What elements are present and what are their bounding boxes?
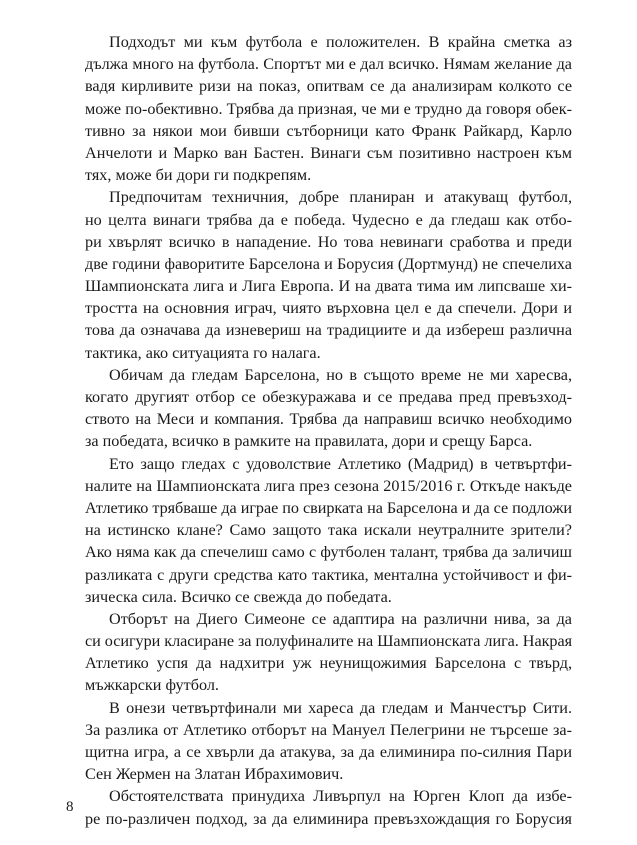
- text-line: на истинско клане? Само защото така искали неутралните зрители?: [85, 521, 572, 540]
- text-line: дължа много на футбола. Спортът ми е дал всичко. Нямам желание да: [85, 55, 572, 74]
- text-line: Подходът ми към футбола е положителен. В крайна сметка аз: [109, 33, 572, 51]
- page-number: 8: [66, 799, 74, 815]
- text-line: Атлетико трябваше да играе по свирката на Барселона и да се подложи: [85, 498, 572, 517]
- text-line: Атлетико успя да надхитри уж неунищожимия Барселона с твърд,: [85, 654, 572, 673]
- text-line: тях, може би дори ги подкрепям.: [85, 166, 312, 185]
- paragraph-1: [85, 31, 572, 186]
- text-line: за победата, всичко в рамките на правилата, дори и срещу Барса.: [85, 432, 533, 451]
- text-line: може по-обективно. Трябва да призная, че ми е трудно да говоря обек-: [85, 99, 572, 118]
- paragraph-5: [85, 608, 572, 697]
- text-line: две години фаворитите Барселона и Борусия (Дортмунд) не спечелиха: [85, 254, 572, 273]
- body-text: [85, 31, 572, 830]
- text-line: но целта винаги трябва да е победа. Чудесно е да гледаш как отбо-: [85, 210, 572, 229]
- text-line: когато другият отбор се обезкуражава и се предава пред превъзход-: [85, 388, 572, 406]
- text-line: Шампионската лига и Лига Европа. И на двата тима им липсваше хи-: [85, 277, 572, 296]
- text-line: Сен Жермен на Златан Ибрахимович.: [85, 765, 344, 784]
- text-line: налите на Шампионската лига през сезона 2015/2016 г. Откъде накъде: [85, 476, 572, 495]
- text-line: си осигури класиране за полуфиналите на Шампионската лига. Накрая: [85, 632, 572, 651]
- text-line: разликата с други средства като тактика, ментална устойчивост и фи-: [85, 565, 572, 584]
- text-line: тактика, ако ситуацията го налага.: [85, 343, 321, 362]
- paragraph-3: [85, 364, 572, 453]
- text-line: Ето защо гледах с удоволствие Атлетико (Мадрид) в четвъртфи-: [109, 454, 572, 473]
- text-line: ството на Меси и компания. Трябва да направиш всичко необходимо: [85, 410, 572, 429]
- text-line: това да означава да изневериш на традициите и да избереш различна: [85, 321, 572, 340]
- text-line: Отборът на Диего Симеоне се адаптира на различни нива, за да: [109, 609, 572, 628]
- text-line: щитна игра, а се хвърли да атакува, за да елиминира по-силния Пари: [85, 743, 572, 761]
- text-line: тивно за някои мои бивши сътборници като Франк Райкард, Карло: [85, 121, 572, 140]
- text-line: тростта на основния играч, чиято върховна цел е да спечели. Дори и: [85, 299, 572, 318]
- text-line: За разлика от Атлетико отборът на Мануел Пелегрини не търсеше за-: [85, 720, 572, 739]
- text-line: Обстоятелствата принудиха Ливърпул на Юрген Клоп да избе-: [109, 787, 572, 806]
- text-line: Ако няма как да спечелиш само с футболен талант, трябва да заличиш: [85, 543, 572, 562]
- text-line: Предпочитам техничния, добре планиран и атакуващ футбол,: [109, 188, 572, 207]
- paragraph-7: [85, 785, 572, 829]
- text-line: зическа сила. Всичко се свежда до победата.: [85, 587, 392, 606]
- text-line: мъжкарски футбол.: [85, 676, 219, 695]
- text-line: ре по-различен подход, за да елиминира превъзхождащия го Борусия: [85, 809, 572, 828]
- paragraph-6: [85, 697, 572, 786]
- text-line: вадя кирливите ризи на показ, опитвам се да анализирам колкото се: [85, 77, 572, 96]
- paragraph-4: [85, 453, 572, 608]
- text-line: В онези четвъртфинали ми хареса да гледам и Манчестър Сити.: [109, 698, 572, 717]
- text-line: ри хвърлят всичко в нападение. Но това невинаги сработва и преди: [85, 232, 572, 251]
- paragraph-2: [85, 186, 572, 364]
- text-line: Анчелоти и Марко ван Бастен. Винаги съм позитивно настроен към: [85, 143, 572, 162]
- text-line: Обичам да гледам Барселона, но в същото време не ми харесва,: [109, 365, 572, 384]
